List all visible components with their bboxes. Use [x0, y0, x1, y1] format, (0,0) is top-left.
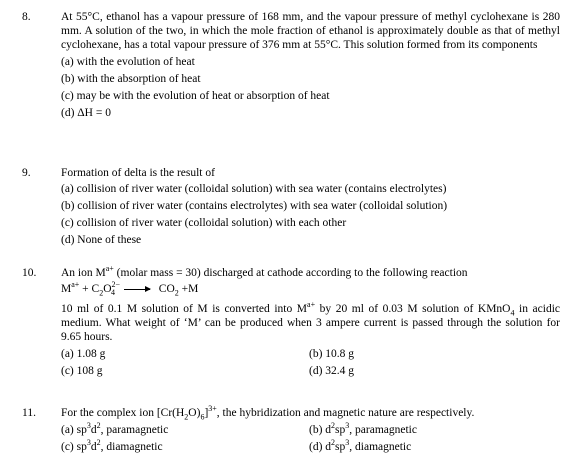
option-b[interactable]: (b) with the absorption of heat	[61, 73, 201, 86]
option-c[interactable]: (c) may be with the evolution of heat or absorption of heat	[61, 90, 330, 103]
question-body	[61, 406, 560, 454]
reaction-arrow-icon	[124, 289, 150, 290]
question-body	[61, 10, 560, 120]
option-b[interactable]: (b) collision of river water (contains electrolytes) with sea water (colloidal solution)	[61, 200, 448, 213]
question-stem: Formation of delta is the result of	[61, 167, 215, 179]
option-a[interactable]: (a) with the evolution of heat	[61, 56, 195, 69]
option-a[interactable]: (a) 1.08 g	[61, 348, 106, 361]
option-c[interactable]: (c) $sp^3d^2$, diamagnetic	[61, 438, 163, 454]
question-number: 10.	[22, 267, 37, 279]
reaction-equation: $M^{a+} + C_2O^{2-}_4$ $CO_2 +M$	[61, 280, 199, 298]
question-stem: At 55°C, ethanol has a vapour pressure of 168 mm, and the vapour pressure of methyl cyclohexane is 280 mm. A solution of the two, in which the mole fraction of ethanol is approximately double as that of methyl cyclohexane, has a total vapour pressure of 376 mm at 55°C. This solution formed from its components	[61, 11, 560, 52]
option-d[interactable]: (d) ΔH = 0	[61, 107, 111, 120]
question-number: 11.	[22, 407, 36, 419]
option-b[interactable]: (b) $d^2sp^3$, paramagnetic	[309, 421, 417, 437]
option-c[interactable]: (c) collision of river water (colloidal solution) with each other	[61, 217, 347, 230]
option-d[interactable]: (d) $d^2sp^3$, diamagnetic	[309, 438, 412, 454]
question-number: 9.	[22, 167, 31, 179]
options-grid	[61, 423, 560, 454]
options-grid	[61, 347, 560, 378]
question-stem: An ion $M^{a+}$ (molar mass = 30) discharged at cathode according to the following reaction	[61, 264, 468, 279]
option-d[interactable]: (d) 32.4 g	[309, 365, 355, 378]
question-number: 8.	[22, 11, 31, 23]
question-stem: For the complex ion $[Cr(H_2O)_6]^{3+}$, the hybridization and magnetic nature are respectively.	[61, 404, 475, 422]
option-a[interactable]: (a) $sp^3d^2$, paramagnetic	[61, 421, 169, 437]
question-body	[61, 166, 560, 247]
option-d[interactable]: (d) None of these	[61, 234, 142, 247]
question-body	[61, 266, 560, 378]
option-b[interactable]: (b) 10.8 g	[309, 348, 355, 361]
option-c[interactable]: (c) 108 g	[61, 365, 103, 378]
question-stem-continued: 10 ml of 0.1 M solution of M is converted into $M^{a+}$ by 20 ml of 0.03 M solution of KMnO$_4$ in acidic medium. What weight of ‘M’ can be produced when 3 ampere current is passed through the solution for 9.65 hours.	[61, 300, 561, 344]
option-a[interactable]: (a) collision of river water (colloidal solution) with sea water (contains electrolytes)	[61, 183, 447, 196]
